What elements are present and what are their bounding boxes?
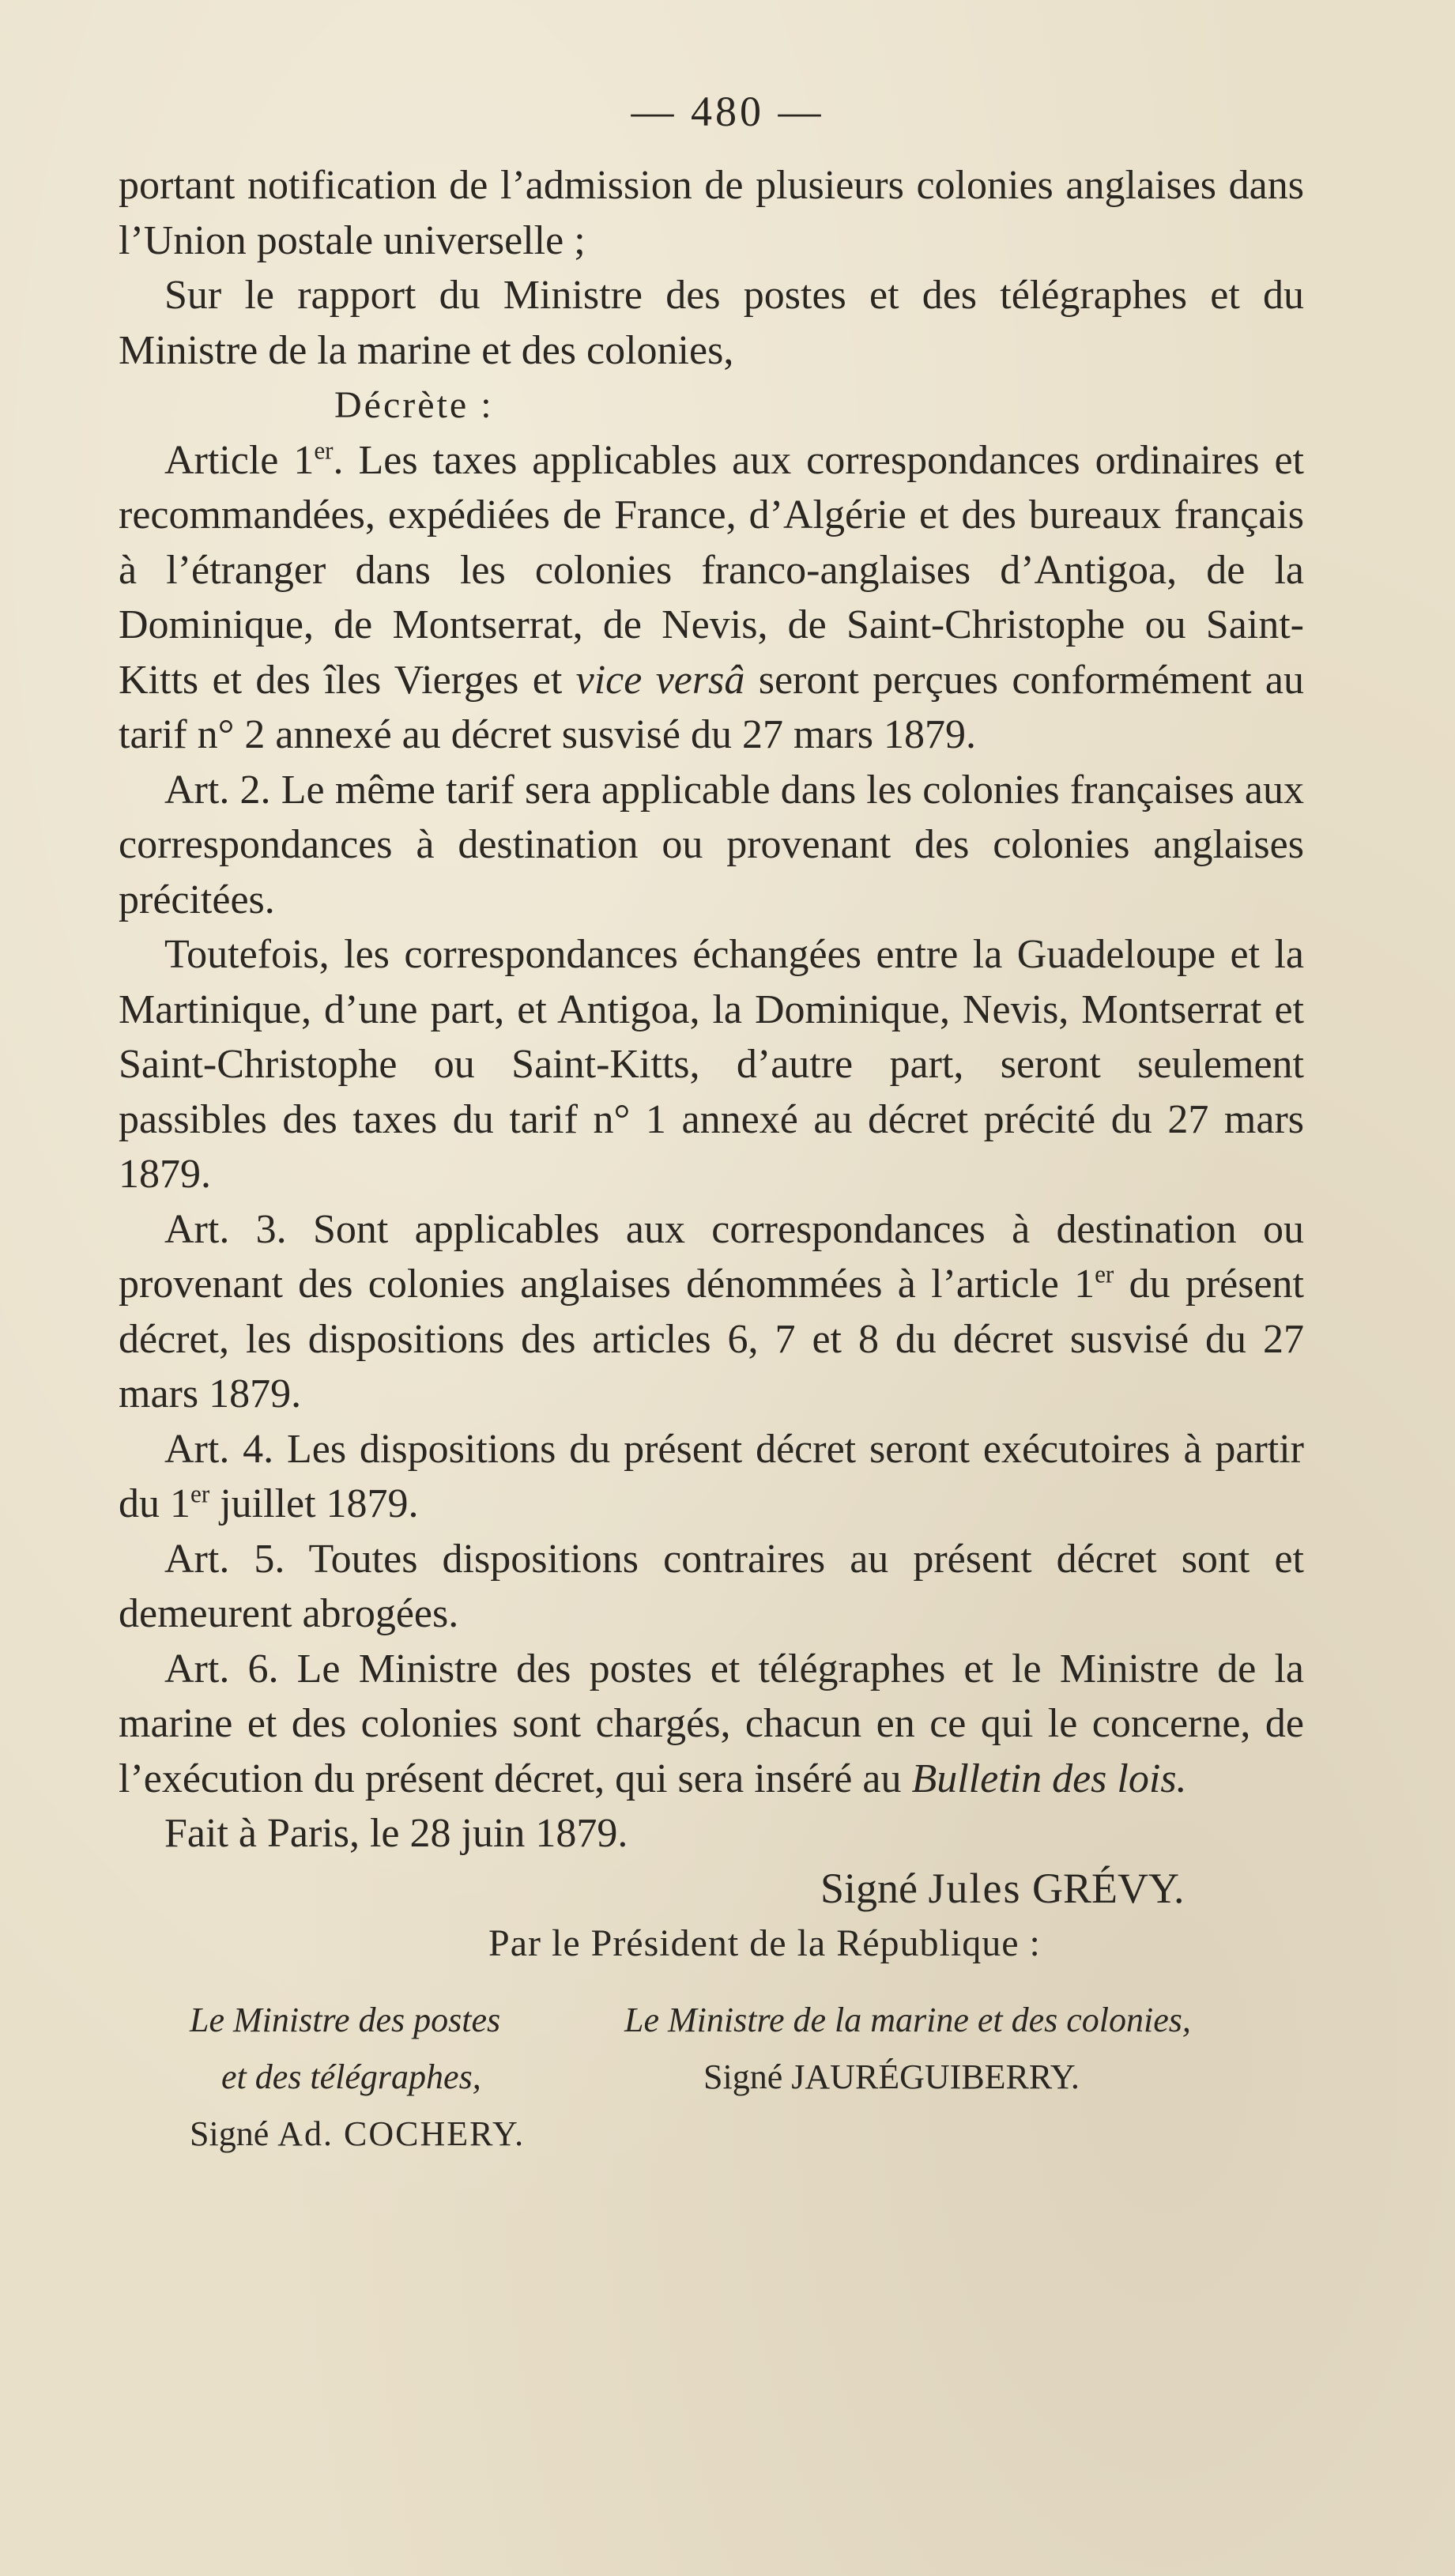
article-3-text-a: Art. 3. Sont applicables aux correspondances à destination ou provenant des colonies anglaises dénommées à l’article 1 (119, 1206, 1304, 1307)
page-number: — 480 — (631, 88, 824, 135)
minister-marine (624, 1992, 1304, 2163)
par-le-president: Par le Président de la République : (488, 1922, 1041, 1964)
minister-postes-title-1: Le Ministre des postes (190, 2000, 501, 2039)
article-4-text-b: juillet 1879. (209, 1481, 419, 1526)
article-5: Art. 5. Toutes dispositions contraires au présent décret sont et demeurent abrogées. (119, 1536, 1304, 1636)
toutefois-paragraph: Toutefois, les correspondances échangées entre la Guadeloupe et la Martinique, d’une part, et Antigoa, la Dominique, Nevis, Montserrat et Saint-Christophe ou Saint-Kitts, d’autre part, seront seulement passibles des taxes du tarif n° 1 annexé au décret précité du 27 mars 1879. (119, 932, 1304, 1197)
minister-postes-name: Ad. COCHERY. (277, 2114, 526, 2153)
minister-postes-signature (119, 2106, 530, 2163)
ministers-signatures (119, 1992, 1304, 2163)
article-4-text-a: Art. 4. Les dispositions du présent décret seront exécutoires à partir du 1 (119, 1426, 1304, 1526)
minister-marine-title: Le Ministre de la marine et des colonies, (624, 2000, 1191, 2039)
fait-line: Fait à Paris, le 28 juin 1879. (164, 1811, 628, 1856)
minister-marine-signature: Signé JAURÉGUIBERRY. (703, 2057, 1080, 2096)
article-1-sup: er (314, 436, 334, 465)
article-4-sup: er (190, 1480, 210, 1508)
article-1-label: Article 1 (164, 437, 315, 483)
intro-paragraph: portant notification de l’admission de plusieurs colonies anglaises dans l’Union postale universelle ; (119, 163, 1304, 263)
minister-postes-signe: Signé (190, 2114, 278, 2153)
article-3-text-b: du présent décret, les dispositions des articles 6, 7 et 8 du décret susvisé du 27 mars 1879. (119, 1262, 1304, 1416)
article-1-text-a: . Les taxes applicables aux correspondances ordinaires et recommandées, expédiées de France, d’Algérie et des bureaux français à l’étranger dans les colonies franco-anglaises d’Antigoa, de la Dominique, de Montserrat, de Nevis, de Saint-Christophe ou Saint-Kitts et des îles Vierges et (119, 437, 1304, 703)
article-3-sup: er (1095, 1260, 1114, 1288)
article-4 (119, 1422, 1304, 1532)
article-3 (119, 1202, 1304, 1422)
decrete-label: Décrète : (334, 384, 494, 426)
article-6 (119, 1642, 1304, 1807)
article-2: Art. 2. Le même tarif sera applicable dans les colonies françaises aux correspondances à destination ou provenant des colonies anglaises précitées. (119, 767, 1304, 922)
article-6-italic: Bulletin des lois. (911, 1756, 1187, 1801)
article-1-italic: vice versâ (575, 657, 745, 703)
article-1-text-b: seront perçues conformément au tarif n° 2 annexé au décret susvisé du 27 mars 1879. (119, 657, 1304, 757)
decree-text (119, 158, 1304, 2163)
signature-prefix: Signé (820, 1864, 929, 1912)
rapport-paragraph: Sur le rapport du Ministre des postes et des télégraphes et du Ministre de la marine et des colonies, (119, 273, 1304, 373)
article-1 (119, 433, 1304, 763)
minister-postes-title-2: et des télégraphes, (221, 2057, 481, 2096)
article-6-text-a: Art. 6. Le Ministre des postes et télégraphes et le Ministre de la marine et des colonies sont chargés, chacun en ce qui le concerne, de l’exécution du présent décret, qui sera inséré au (119, 1646, 1304, 1801)
minister-postes (119, 1992, 530, 2163)
decrete-heading (119, 378, 1304, 433)
signature-last-name: GRÉVY. (1021, 1864, 1185, 1912)
president-signature (119, 1861, 1304, 1917)
signature-first-name: Jules (928, 1864, 1022, 1912)
